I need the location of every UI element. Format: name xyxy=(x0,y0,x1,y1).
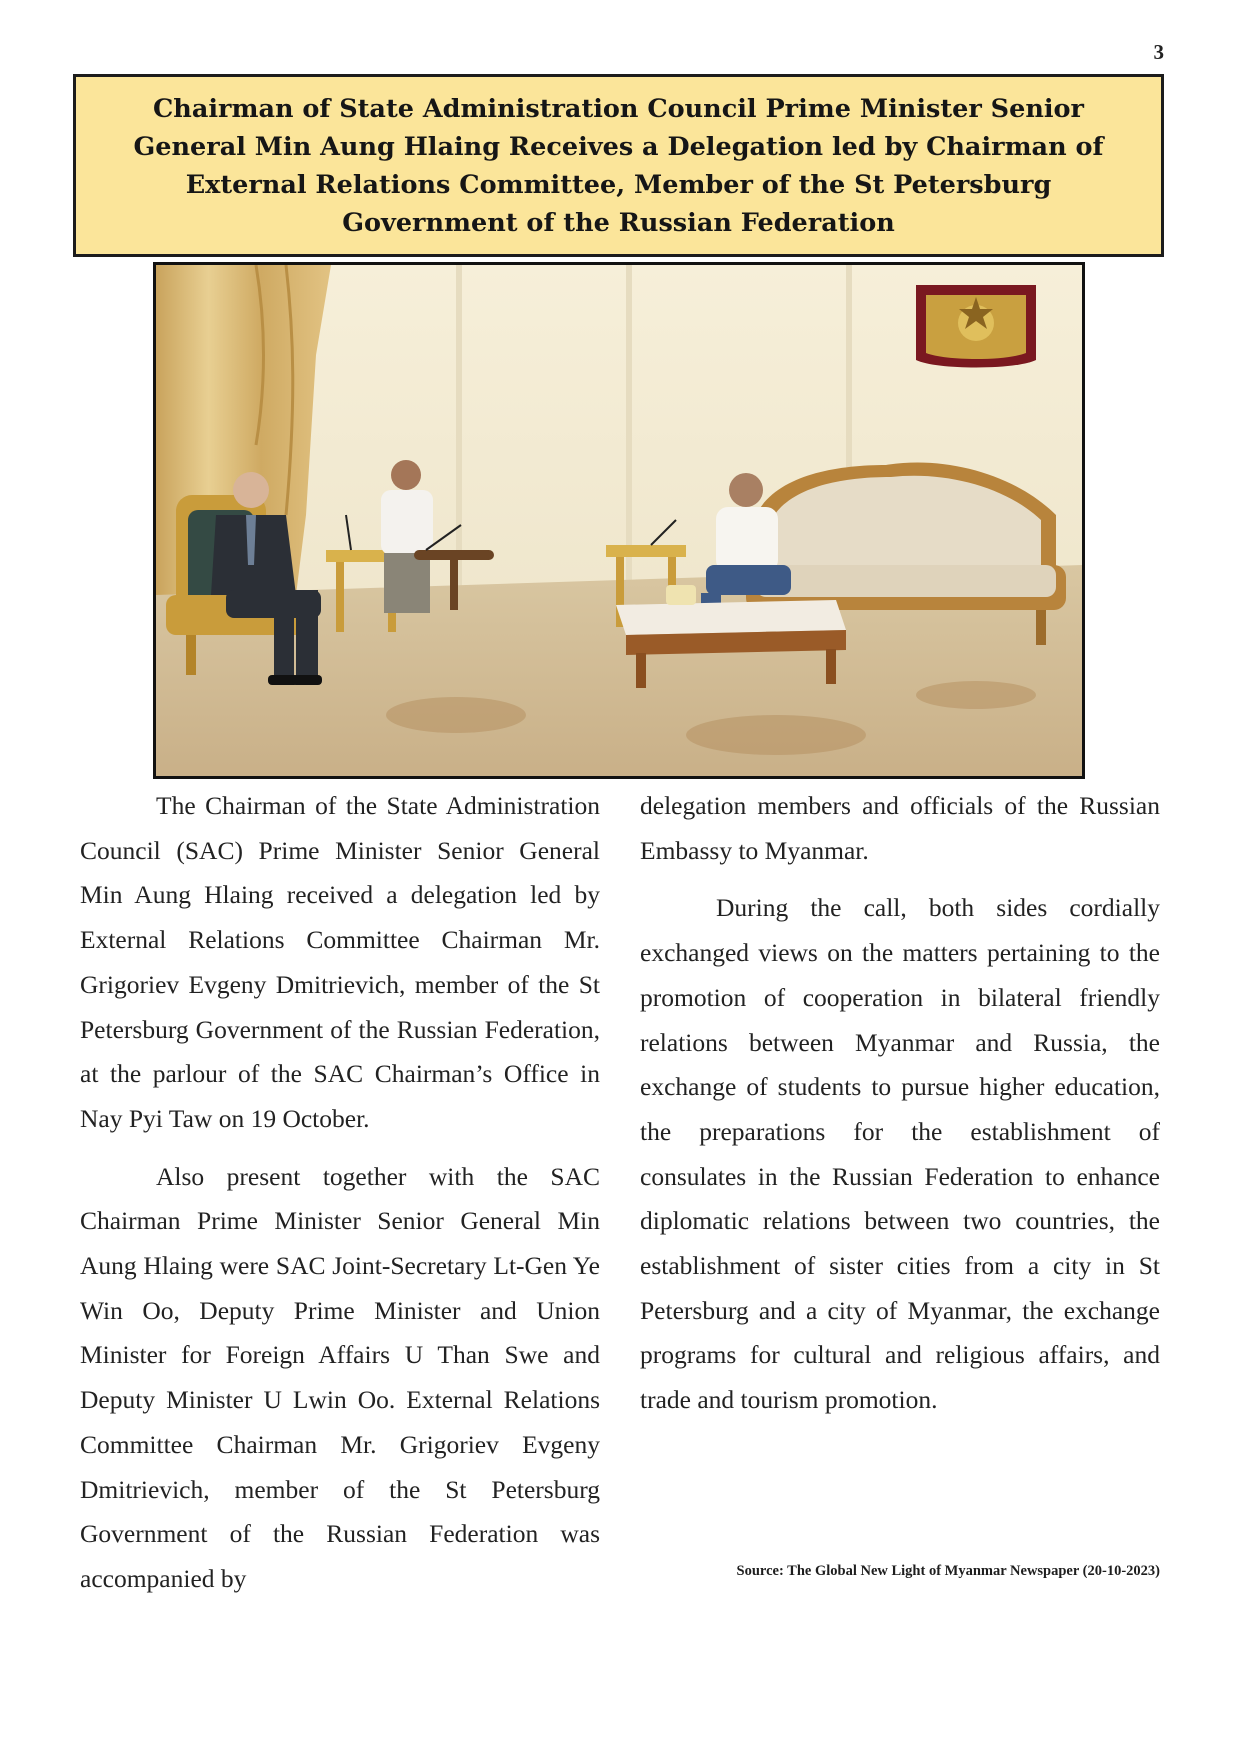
meeting-photo xyxy=(153,262,1085,779)
article-paragraph: During the call, both sides cordially exchanged views on the matters pertaining to the promotion of cooperation in bilateral friendly relations between Myanmar and Russia, the exchange of students to pursue higher education, the preparations for the establishment of consulates in the Russian Federation to enhance diplomatic relations between two countries, the establishment of sister cities from a city in St Petersburg and a city of Myanmar, the exchange programs for cultural and religious affairs, and trade and tourism promotion. xyxy=(640,893,1160,1415)
article-column-left xyxy=(80,784,600,1615)
article-column-right xyxy=(640,784,1160,1436)
state-emblem xyxy=(916,285,1036,368)
article-paragraph: The Chairman of the State Administration Council (SAC) Prime Minister Senior General Min Aung Hlaing received a delegation led by External Relations Committee Chairman Mr. Grigoriev Evgeny Dmitrievich, member of the St Petersburg Government of the Russian Federation, at the parlour of the SAC Chairman’s Office in Nay Pyi Taw on 19 October. xyxy=(80,791,600,1133)
headline-box xyxy=(73,74,1164,257)
headline: Chairman of State Administration Council Prime Minister Senior General Min Aung Hlaing Receives a Delegation led by Chairman of External Relations Committee, Member of the St Petersburg Government of the Russian Federation xyxy=(133,93,1104,238)
article-paragraph: delegation members and officials of the Russian Embassy to Myanmar. xyxy=(640,791,1160,865)
page-number: 3 xyxy=(1153,40,1164,64)
article-paragraph: Also present together with the SAC Chairman Prime Minister Senior General Min Aung Hlaing were SAC Joint-Secretary Lt-Gen Ye Win Oo, Deputy Prime Minister and Union Minister for Foreign Affairs U Than Swe and Deputy Minister U Lwin Oo. External Relations Committee Chairman Mr. Grigoriev Evgeny Dmitrievich, member of the St Petersburg Government of the Russian Federation was accompanied by xyxy=(80,1161,600,1593)
source-credit: Source: The Global New Light of Myanmar Newspaper (20-10-2023) xyxy=(736,1563,1160,1579)
